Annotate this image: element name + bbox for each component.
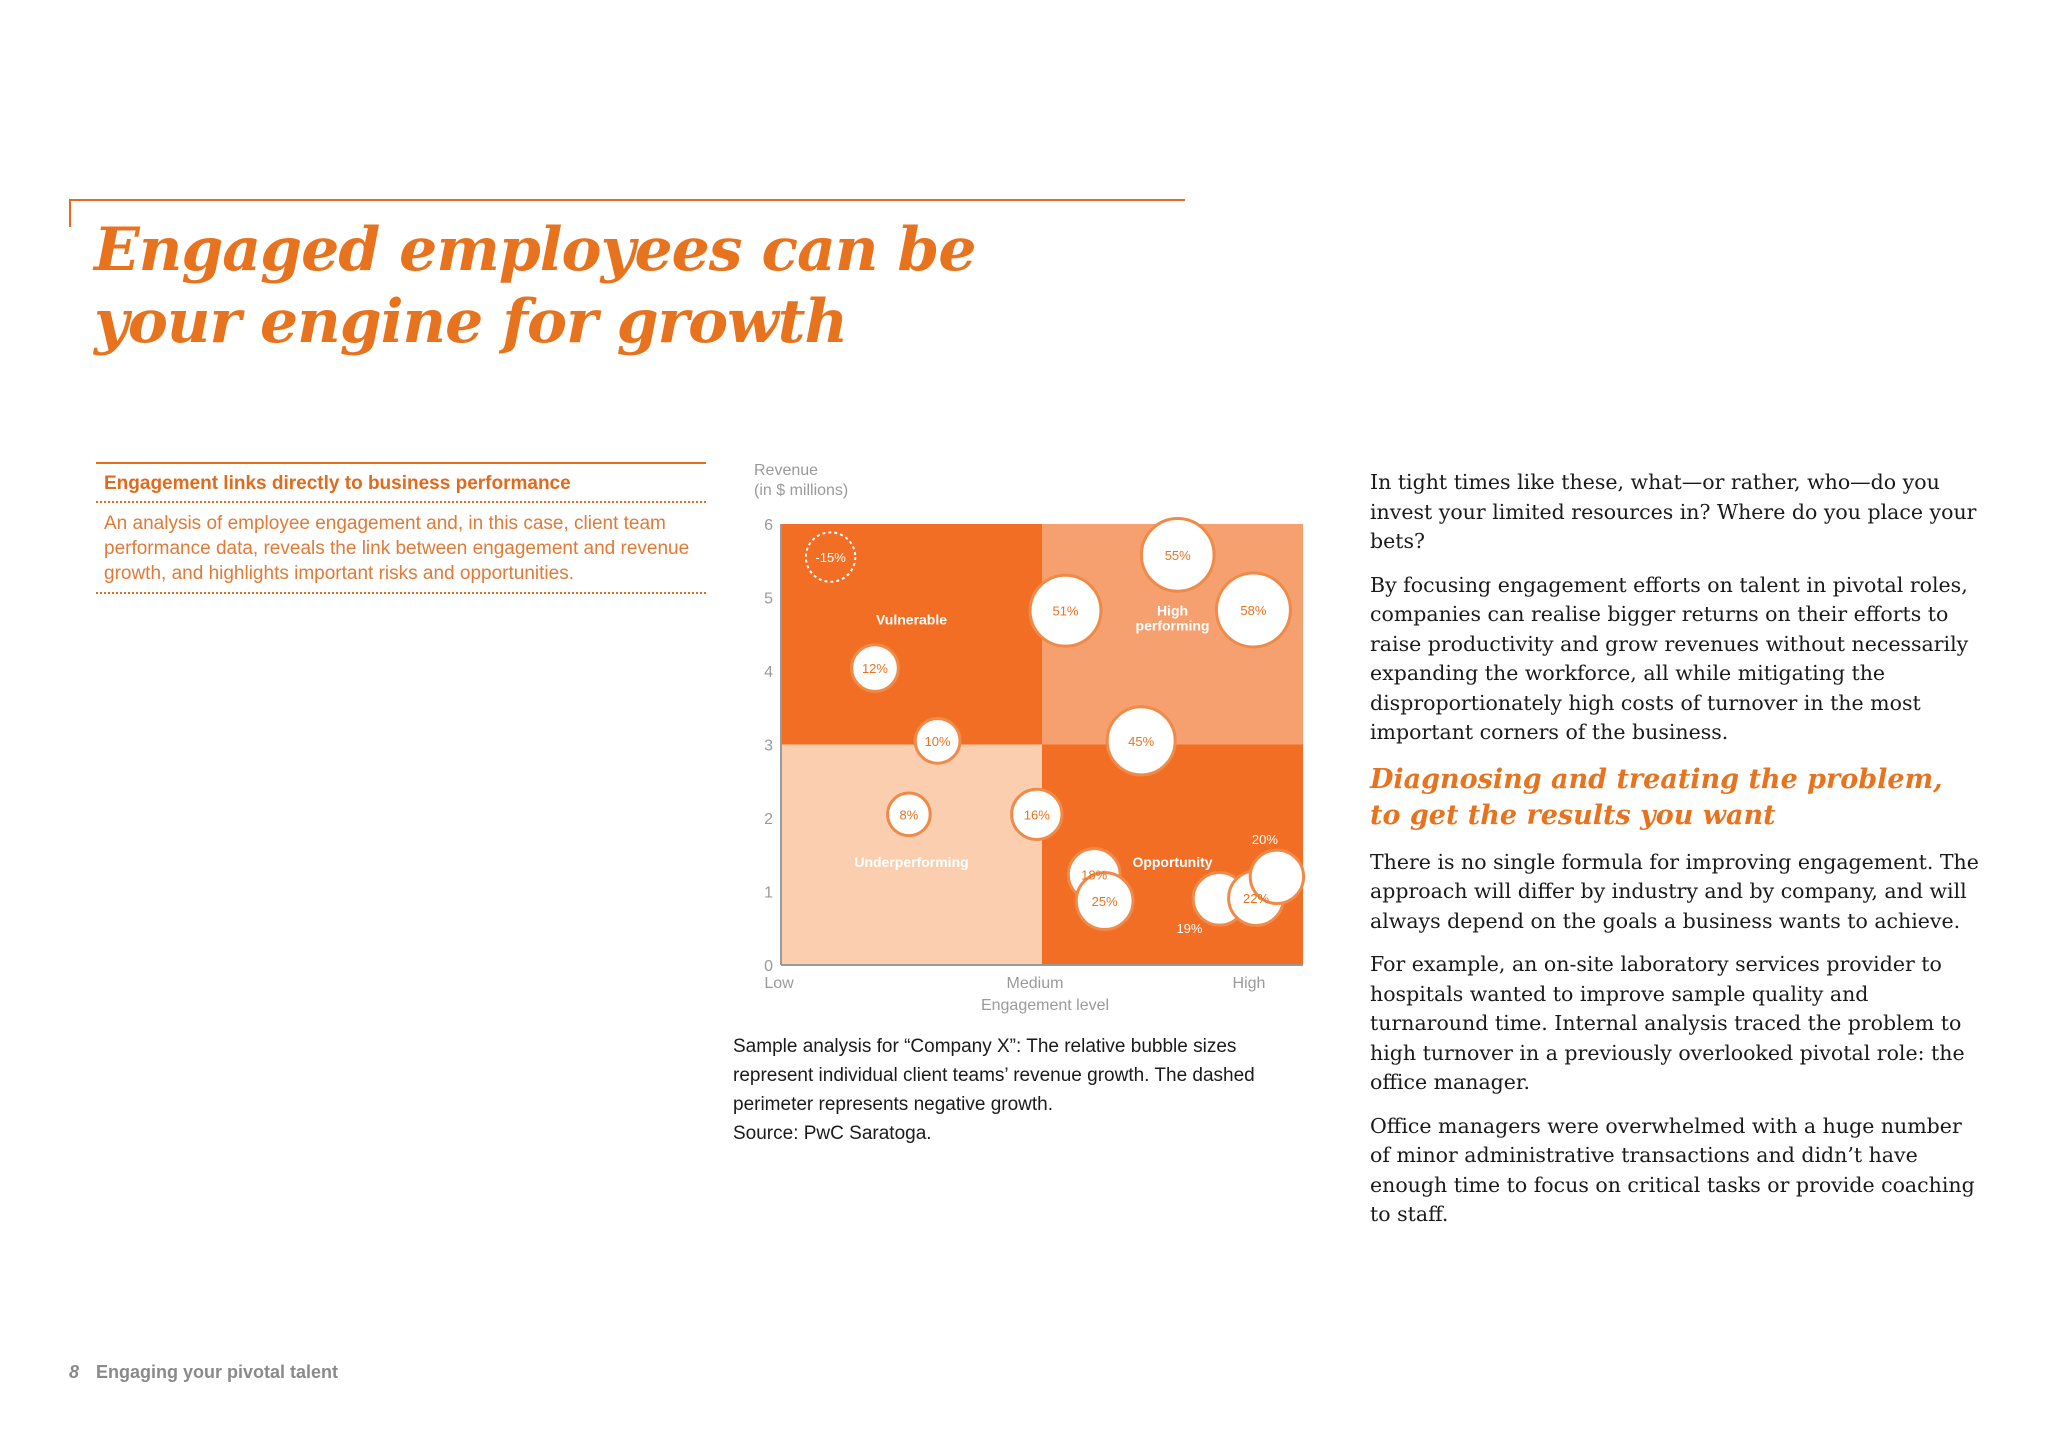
page-title bbox=[94, 214, 976, 358]
sidebar-text: An analysis of employee engagement and, in this case, client team performance data, reveals the link between engagement and revenue growth, and highlights important risks and opportunities. bbox=[96, 503, 706, 594]
footer-section-title: Engaging your pivotal talent bbox=[96, 1362, 339, 1382]
x-tick-label: Low bbox=[764, 975, 794, 992]
y-tick-label: 3 bbox=[764, 737, 773, 755]
y-axis-subtitle: (in $ millions) bbox=[754, 482, 849, 499]
chart-caption bbox=[733, 1032, 1313, 1148]
data-label: 58% bbox=[1240, 602, 1267, 618]
quadrant-label: performing bbox=[1135, 617, 1210, 634]
y-tick-label: 1 bbox=[764, 884, 773, 902]
caption-line-3: perimeter represents negative growth. bbox=[733, 1094, 1053, 1115]
data-label: 12% bbox=[861, 661, 888, 677]
body-paragraph-5: Office managers were overwhelmed with a huge number of minor administrative transactions and didn’t have enough time to focus on critical tasks or provide coaching to staff. bbox=[1370, 1113, 1975, 1226]
y-tick-label: 5 bbox=[764, 590, 773, 608]
data-label: 18% bbox=[1081, 867, 1108, 883]
data-label: 51% bbox=[1052, 603, 1079, 619]
caption-line-2: represent individual client teams’ revenue growth. The dashed bbox=[733, 1065, 1255, 1086]
data-label: 55% bbox=[1164, 547, 1191, 563]
x-tick-label: High bbox=[1232, 975, 1266, 992]
x-axis-title: Engagement level bbox=[980, 997, 1110, 1014]
chart-svg bbox=[720, 455, 1340, 1025]
title-line-1: Engaged employees can be bbox=[94, 215, 976, 285]
top-rule-tick bbox=[69, 199, 71, 227]
data-label: 19% bbox=[1176, 921, 1203, 937]
sidebar-heading: Engagement links directly to business performance bbox=[96, 464, 706, 503]
x-tick-label: Medium bbox=[1006, 975, 1064, 992]
quadrant-label: Underperforming bbox=[854, 854, 969, 871]
quadrant-label: Opportunity bbox=[1132, 854, 1213, 871]
data-label: -15% bbox=[815, 550, 846, 566]
caption-source: Source: PwC Saratoga. bbox=[733, 1123, 932, 1144]
body-paragraph-4: For example, an on-site laboratory services provider to hospitals wanted to improve sample quality and turnaround time. Internal analysis traced the problem to high turnover in a previously overlooked pivotal role: the office manager. bbox=[1370, 952, 1965, 1094]
y-tick-label: 0 bbox=[764, 958, 773, 975]
data-label: 8% bbox=[899, 807, 919, 823]
page-number: 8 bbox=[69, 1362, 80, 1382]
data-label: 20% bbox=[1251, 832, 1278, 848]
sidebar-box bbox=[96, 462, 706, 594]
body-paragraph-3: There is no single formula for improving engagement. The approach will differ by industry and by company, and will always depend on the goals a business wants to achieve. bbox=[1370, 849, 1979, 933]
data-label: 10% bbox=[924, 733, 951, 749]
y-tick-label: 2 bbox=[764, 811, 773, 828]
data-label: 22% bbox=[1243, 891, 1270, 907]
y-axis-title: Revenue bbox=[754, 462, 819, 479]
page-footer bbox=[69, 1362, 338, 1383]
body-column bbox=[1370, 468, 1980, 1244]
top-rule bbox=[69, 199, 1185, 201]
data-label: 45% bbox=[1128, 733, 1155, 749]
body-subheading bbox=[1370, 762, 1980, 834]
subheading-line-1: Diagnosing and treating the problem, bbox=[1370, 763, 1943, 795]
y-tick-label: 6 bbox=[764, 517, 773, 534]
subheading-line-2: to get the results you want bbox=[1370, 799, 1776, 831]
body-paragraph-1: In tight times like these, what—or rather, who—do you invest your limited resources in? Where do you place your bets? bbox=[1370, 470, 1977, 553]
data-label: 16% bbox=[1023, 807, 1050, 823]
quadrant-label: High bbox=[1156, 602, 1189, 619]
data-label: 25% bbox=[1091, 894, 1118, 910]
title-line-2: your engine for growth bbox=[94, 287, 848, 357]
caption-line-1: Sample analysis for “Company X”: The relative bubble sizes bbox=[733, 1036, 1237, 1057]
body-paragraph-2: By focusing engagement efforts on talent in pivotal roles, companies can realise bigger returns on their efforts to raise productivity and grow revenues without necessarily expanding the workforce, all while mitigating the disproportionately high costs of turnover in the most important corners of the business. bbox=[1370, 572, 1969, 744]
quadrant-label: Vulnerable bbox=[875, 611, 948, 628]
y-tick-label: 4 bbox=[764, 664, 773, 681]
